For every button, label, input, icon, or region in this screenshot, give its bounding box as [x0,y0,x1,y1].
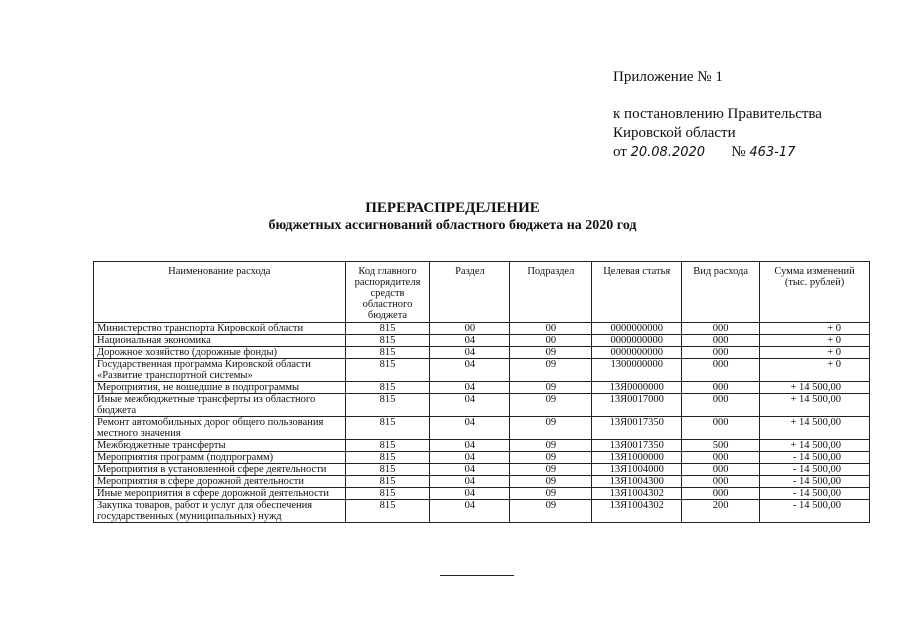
cell-section: 04 [430,440,510,452]
table-row [94,394,870,417]
budget-table [93,261,870,523]
cell-type: 000 [682,394,760,417]
cell-code: 815 [345,417,430,440]
cell-type: 000 [682,488,760,500]
cell-code: 815 [345,359,430,382]
cell-type: 000 [682,417,760,440]
cell-name: Мероприятия, не вошедшие в подпрограммы [94,382,346,394]
decree-number: 463-17 [749,145,796,160]
cell-section: 00 [430,323,510,335]
cell-type: 000 [682,347,760,359]
table-row [94,476,870,488]
cell-code: 815 [345,476,430,488]
cell-name: Мероприятия в установленной сфере деятельности [94,464,346,476]
cell-subsection: 09 [510,464,592,476]
cell-target: 0000000000 [592,323,682,335]
appendix-title: Приложение № 1 [613,69,723,85]
cell-subsection: 00 [510,323,592,335]
cell-type: 000 [682,323,760,335]
col-header-code: Код главного распорядителя средств областного бюджета [345,262,430,323]
cell-name: Мероприятия программ (подпрограмм) [94,452,346,464]
cell-target: 13Я1004300 [592,476,682,488]
cell-amount: + 14 500,00 [760,382,870,394]
cell-amount: - 14 500,00 [760,488,870,500]
cell-section: 04 [430,452,510,464]
cell-amount: - 14 500,00 [760,476,870,488]
cell-code: 815 [345,452,430,464]
col-header-subsection: Подраздел [510,262,592,323]
cell-section: 04 [430,382,510,394]
cell-code: 815 [345,347,430,359]
cell-amount: - 14 500,00 [760,500,870,523]
cell-amount: + 0 [760,347,870,359]
col-header-target: Целевая статья [592,262,682,323]
cell-subsection: 09 [510,347,592,359]
cell-amount: + 0 [760,323,870,335]
from-label: от [613,144,627,160]
cell-subsection: 09 [510,500,592,523]
cell-name: Мероприятия в сфере дорожной деятельности [94,476,346,488]
cell-type: 000 [682,359,760,382]
table-row [94,382,870,394]
table-header-row [94,262,870,323]
appendix-decree-line: к постановлению Правительства [613,106,822,122]
cell-name: Иные мероприятия в сфере дорожной деятельности [94,488,346,500]
cell-target: 0000000000 [592,347,682,359]
cell-subsection: 09 [510,394,592,417]
cell-name: Национальная экономика [94,335,346,347]
document-subtitle: бюджетных ассигнований областного бюджета на 2020 год [268,218,637,233]
cell-target: 13Я1004302 [592,500,682,523]
table-row [94,335,870,347]
cell-section: 04 [430,335,510,347]
cell-code: 815 [345,323,430,335]
cell-target: 13Я1004302 [592,488,682,500]
table-body [94,323,870,523]
cell-target: 13Я1000000 [592,452,682,464]
cell-subsection: 09 [510,452,592,464]
cell-subsection: 09 [510,382,592,394]
table-row [94,452,870,464]
appendix-block [613,68,822,162]
cell-target: 13Я0000000 [592,382,682,394]
table-row [94,417,870,440]
document-title: ПЕРЕРАСПРЕДЕЛЕНИЕ [365,200,540,216]
cell-target: 13Я0017350 [592,440,682,452]
cell-type: 000 [682,382,760,394]
cell-code: 815 [345,382,430,394]
cell-amount: + 14 500,00 [760,417,870,440]
appendix-date-line [613,143,822,162]
cell-target: 13Я0017000 [592,394,682,417]
cell-type: 000 [682,464,760,476]
table-row [94,464,870,476]
cell-section: 04 [430,500,510,523]
cell-name: Министерство транспорта Кировской области [94,323,346,335]
cell-code: 815 [345,464,430,476]
cell-name: Межбюджетные трансферты [94,440,346,452]
cell-subsection: 09 [510,476,592,488]
cell-amount: + 0 [760,359,870,382]
cell-amount: - 14 500,00 [760,464,870,476]
cell-amount: + 14 500,00 [760,394,870,417]
cell-section: 04 [430,347,510,359]
cell-code: 815 [345,440,430,452]
cell-code: 815 [345,335,430,347]
cell-amount: - 14 500,00 [760,452,870,464]
cell-type: 000 [682,476,760,488]
end-divider [440,575,514,576]
cell-name: Государственная программа Кировской области «Развитие транспортной системы» [94,359,346,382]
cell-section: 04 [430,359,510,382]
table-row [94,323,870,335]
table-row [94,488,870,500]
cell-section: 04 [430,464,510,476]
cell-amount: + 14 500,00 [760,440,870,452]
cell-type: 200 [682,500,760,523]
cell-type: 500 [682,440,760,452]
cell-name: Иные межбюджетные трансферты из областного бюджета [94,394,346,417]
col-header-type: Вид расхода [682,262,760,323]
cell-subsection: 00 [510,335,592,347]
cell-section: 04 [430,476,510,488]
number-label: № [731,144,746,160]
cell-target: 0000000000 [592,335,682,347]
cell-subsection: 09 [510,488,592,500]
cell-name: Закупка товаров, работ и услуг для обеспечения государственных (муниципальных) нужд [94,500,346,523]
col-header-amount: Сумма изменений (тыс. рублей) [760,262,870,323]
cell-target: 13Я1004000 [592,464,682,476]
cell-amount: + 0 [760,335,870,347]
cell-type: 000 [682,452,760,464]
cell-section: 04 [430,417,510,440]
cell-type: 000 [682,335,760,347]
cell-code: 815 [345,488,430,500]
cell-code: 815 [345,394,430,417]
cell-subsection: 09 [510,440,592,452]
cell-subsection: 09 [510,417,592,440]
table-row [94,440,870,452]
col-header-name: Наименование расхода [94,262,346,323]
cell-subsection: 09 [510,359,592,382]
cell-section: 04 [430,394,510,417]
table-row [94,347,870,359]
cell-name: Дорожное хозяйство (дорожные фонды) [94,347,346,359]
cell-target: 13Я0017350 [592,417,682,440]
col-header-section: Раздел [430,262,510,323]
appendix-region-line: Кировской области [613,125,736,141]
cell-code: 815 [345,500,430,523]
cell-target: 1300000000 [592,359,682,382]
cell-name: Ремонт автомобильных дорог общего пользования местного значения [94,417,346,440]
table-row [94,359,870,382]
table-row [94,500,870,523]
cell-section: 04 [430,488,510,500]
decree-date: 20.08.2020 [630,145,706,160]
